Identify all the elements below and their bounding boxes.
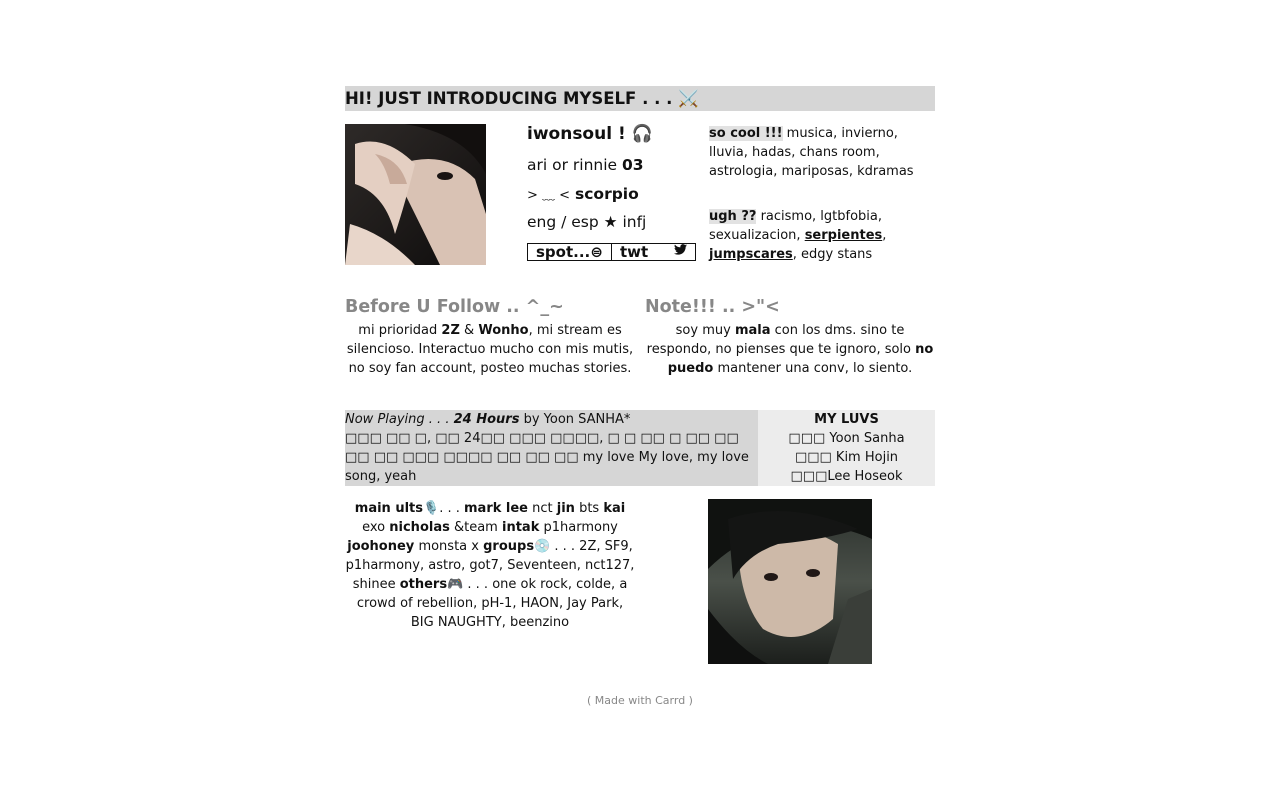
note-title: Note!!! .. >"< xyxy=(645,297,780,317)
disc-emoji: 💿 xyxy=(534,539,551,554)
my-luvs-title: MY LUVS xyxy=(814,412,879,427)
now-playing-heading: Now Playing . . . 24 Hours by Yoon SANHA* xyxy=(345,412,631,427)
sign-line: > ﹏ < scorpio xyxy=(527,185,639,203)
list-item: □□□Lee Hoseok xyxy=(790,469,903,484)
likes-block: so cool !!! musica, invierno, lluvia, hadas, chans room, astrologia, mariposas, kdramas xyxy=(709,126,914,179)
dislikes-tag: ugh ?? xyxy=(709,209,757,224)
swords-emoji: ⚔️ xyxy=(678,89,699,108)
twitter-link[interactable]: twt xyxy=(611,244,695,260)
made-with-carrd-link[interactable]: ( Made with Carrd ) xyxy=(587,694,693,707)
before-follow-text: mi prioridad 2Z & Wonho, mi stream es silencioso. Interactuo mucho con mis mutis, no soy fan account, posteo muchas stories. xyxy=(346,323,634,376)
headphones-icon: 🎧 xyxy=(631,124,653,144)
gamepad-emoji: 🎮 xyxy=(447,577,464,592)
profile-name: iwonsoul ! 🎧 xyxy=(527,124,653,144)
list-item: □□□ Kim Hojin xyxy=(794,450,899,465)
page-title: HI! JUST INTRODUCING MYSELF . . . ⚔️ xyxy=(345,89,699,108)
social-links xyxy=(527,243,696,261)
second-photo xyxy=(708,499,872,664)
dislikes-block: ugh ?? racismo, lgtbfobia, sexualizacion, serpientes, jumpscares, edgy stans xyxy=(709,209,887,262)
spotify-link[interactable]: spot... ⊜ xyxy=(536,243,603,261)
profile-photo xyxy=(345,124,486,265)
list-item: □□□ Yoon Sanha xyxy=(788,431,905,446)
spotify-icon: ⊜ xyxy=(590,243,603,261)
note-text: soy muy mala con los dms. sino te respondo, no pienses que te ignoro, solo no puedo mantener una conv, lo siento. xyxy=(646,323,934,376)
twitter-icon xyxy=(674,244,687,260)
ults-block: main ults🎙️. . . mark lee nct jin bts kai exo nicholas &team intak p1harmony joohoney monsta x groups💿 . . . 2Z, SF9, p1harmony, astro, got7, Seventeen, nct127, shinee others🎮 . . . one ok rock, colde, a crowd of rebellion, pH-1, HAON, Jay Park, BIG NAUGHTY, beenzino xyxy=(345,501,635,630)
likes-tag: so cool !!! xyxy=(709,126,783,141)
nickname-line: ari or rinnie 03 xyxy=(527,156,644,174)
language-line: eng / esp ★ infj xyxy=(527,213,647,231)
microphone-emoji: 🎙️ xyxy=(423,501,440,516)
now-playing-lyrics: □□□ □□ □, □□ 24□□ □□□ □□□□, □ □ □□ □ □□ □□ □□ □□ □□□ □□□□ □□ □□ □□ my love My love, my love song, yeah xyxy=(345,431,749,484)
my-luvs-box xyxy=(758,410,935,486)
before-follow-title: Before U Follow .. ^_~ xyxy=(345,297,564,317)
now-playing-box xyxy=(345,410,758,486)
